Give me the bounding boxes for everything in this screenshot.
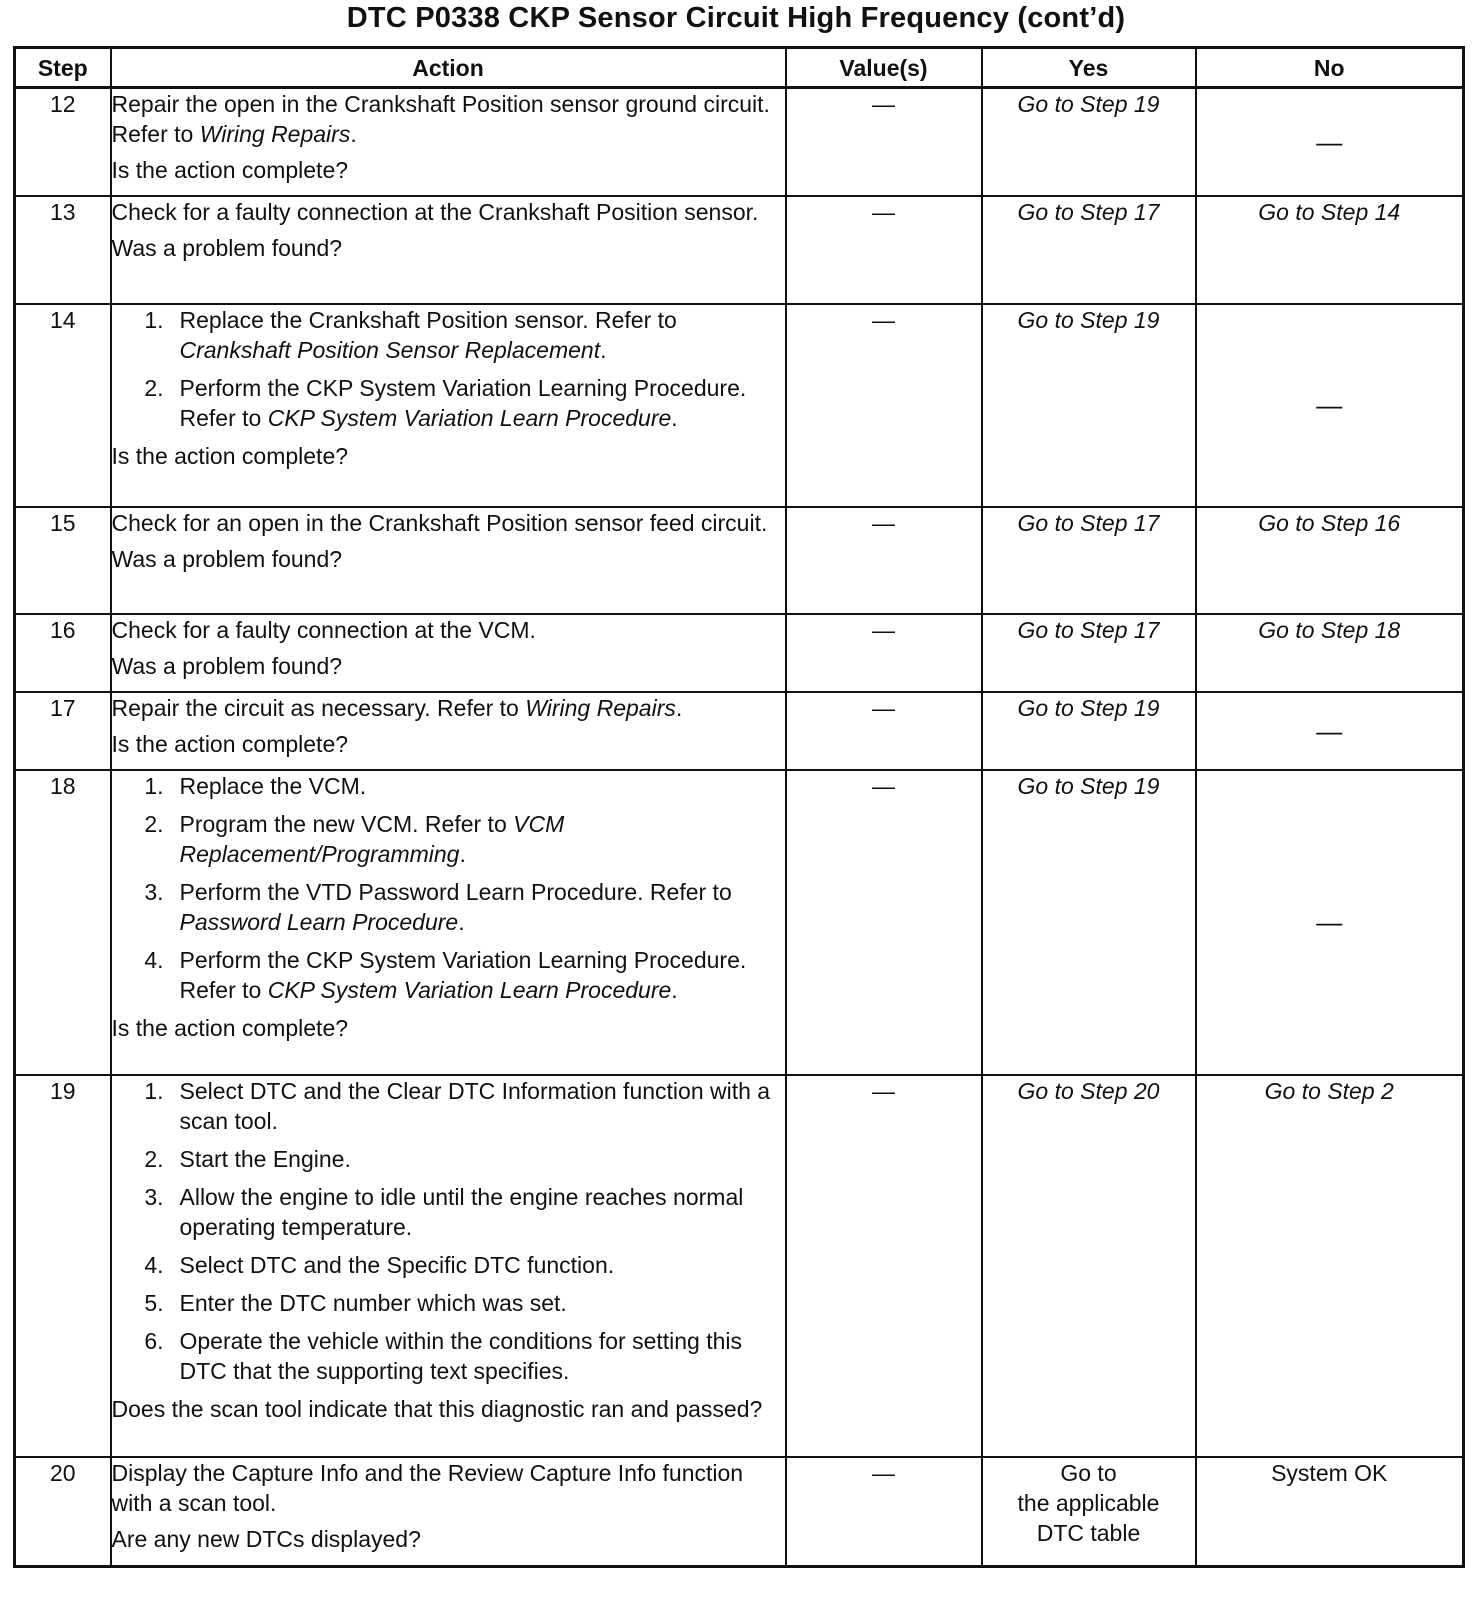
action-step-item bbox=[112, 373, 785, 433]
value-cell: — bbox=[786, 196, 982, 304]
no-cell: Go to Step 14 bbox=[1196, 196, 1464, 304]
action-step-number: 3. bbox=[144, 1183, 164, 1210]
action-text: Display the Capture Info and the Review Capture Info function with a scan tool. bbox=[111, 1459, 744, 1516]
action-paragraph bbox=[112, 508, 785, 538]
action-step-item bbox=[112, 877, 785, 937]
reference-link: CKP System Variation Learn Procedure bbox=[267, 404, 672, 431]
action-step-item bbox=[112, 1144, 785, 1174]
header-action: Action bbox=[111, 48, 786, 88]
yes-cell: Go to Step 19 bbox=[982, 692, 1196, 770]
action-step-text bbox=[180, 1326, 785, 1386]
value-cell: — bbox=[786, 692, 982, 770]
action-cell bbox=[111, 1457, 786, 1567]
step-number: 12 bbox=[15, 88, 111, 196]
table-header-row bbox=[15, 48, 1464, 88]
action-step-item bbox=[112, 771, 785, 801]
table-row bbox=[15, 614, 1464, 692]
table-row bbox=[15, 507, 1464, 614]
action-text: Select DTC and the Specific DTC function. bbox=[179, 1251, 615, 1278]
no-cell: Go to Step 16 bbox=[1196, 507, 1464, 614]
value-cell: — bbox=[786, 304, 982, 507]
table-body bbox=[15, 88, 1464, 1567]
step-number: 15 bbox=[15, 507, 111, 614]
action-step-text bbox=[180, 771, 785, 801]
table-row bbox=[15, 1457, 1464, 1567]
yes-cell bbox=[982, 1457, 1196, 1567]
action-question: Is the action complete? bbox=[111, 1014, 349, 1041]
action-text: Check for an open in the Crankshaft Position sensor feed circuit. bbox=[111, 509, 768, 536]
no-cell: Go to Step 2 bbox=[1196, 1075, 1464, 1457]
action-question: Was a problem found? bbox=[111, 234, 343, 261]
action-text: Allow the engine to idle until the engine reaches normal operating temperature. bbox=[179, 1183, 744, 1240]
reference-link: Crankshaft Position Sensor Replacement bbox=[179, 336, 601, 363]
action-text: Perform the CKP System Variation Learning Procedure. Refer to bbox=[179, 374, 747, 431]
header-no: No bbox=[1196, 48, 1464, 88]
yes-line: the applicable bbox=[1017, 1489, 1160, 1516]
step-number: 19 bbox=[15, 1075, 111, 1457]
step-number: 16 bbox=[15, 614, 111, 692]
reference-link: CKP System Variation Learn Procedure bbox=[267, 976, 672, 1003]
action-cell bbox=[111, 507, 786, 614]
action-step-text bbox=[180, 1076, 785, 1136]
table-row bbox=[15, 1075, 1464, 1457]
action-cell bbox=[111, 692, 786, 770]
action-paragraph bbox=[112, 615, 785, 645]
yes-cell: Go to Step 19 bbox=[982, 304, 1196, 507]
action-text: . bbox=[350, 121, 357, 147]
reference-link: Password Learn Procedure bbox=[179, 908, 459, 935]
action-text: Replace the VCM. bbox=[179, 772, 367, 799]
value-cell: — bbox=[786, 770, 982, 1075]
action-text: Select DTC and the Clear DTC Information function with a scan tool. bbox=[179, 1077, 771, 1134]
action-question: Are any new DTCs displayed? bbox=[111, 1525, 421, 1552]
reference-link: Wiring Repairs bbox=[199, 121, 351, 147]
action-question: Was a problem found? bbox=[111, 545, 343, 572]
action-step-number: 2. bbox=[144, 810, 164, 837]
action-step-text bbox=[180, 1182, 785, 1242]
action-text: . bbox=[458, 908, 465, 935]
header-values: Value(s) bbox=[786, 48, 982, 88]
header-yes: Yes bbox=[982, 48, 1196, 88]
header-step: Step bbox=[15, 48, 111, 88]
action-step-item bbox=[112, 1250, 785, 1280]
action-text: . bbox=[459, 840, 466, 867]
yes-line: DTC table bbox=[1036, 1519, 1141, 1546]
action-question: Is the action complete? bbox=[111, 157, 349, 183]
action-question: Does the scan tool indicate that this diagnostic ran and passed? bbox=[111, 1395, 763, 1422]
action-paragraph bbox=[112, 1458, 785, 1518]
no-cell: — bbox=[1196, 304, 1464, 507]
action-step-number: 2. bbox=[144, 1145, 164, 1172]
value-cell: — bbox=[786, 507, 982, 614]
step-number: 20 bbox=[15, 1457, 111, 1567]
action-steps-list bbox=[112, 305, 785, 433]
action-text: Check for a faulty connection at the Crankshaft Position sensor. bbox=[111, 198, 759, 225]
action-step-text bbox=[180, 1288, 785, 1318]
reference-link: Wiring Repairs bbox=[525, 694, 676, 721]
action-text: Repair the circuit as necessary. Refer to bbox=[111, 694, 526, 721]
action-step-number: 4. bbox=[144, 946, 164, 973]
no-cell: System OK bbox=[1196, 1457, 1464, 1567]
action-step-item bbox=[112, 1076, 785, 1136]
table-row bbox=[15, 196, 1464, 304]
yes-cell: Go to Step 17 bbox=[982, 507, 1196, 614]
action-cell bbox=[111, 196, 786, 304]
action-step-item bbox=[112, 1288, 785, 1318]
action-text: Start the Engine. bbox=[179, 1145, 351, 1172]
action-question: Is the action complete? bbox=[111, 442, 349, 469]
table-row bbox=[15, 692, 1464, 770]
action-question: Was a problem found? bbox=[111, 652, 343, 679]
action-text: . bbox=[671, 404, 678, 431]
action-step-text bbox=[180, 305, 785, 365]
action-paragraph bbox=[112, 89, 785, 149]
table-row bbox=[15, 304, 1464, 507]
step-number: 17 bbox=[15, 692, 111, 770]
no-cell: — bbox=[1196, 770, 1464, 1075]
action-cell bbox=[111, 770, 786, 1075]
no-cell: Go to Step 18 bbox=[1196, 614, 1464, 692]
action-step-number: 1. bbox=[144, 1077, 164, 1104]
action-text: Check for a faulty connection at the VCM. bbox=[111, 616, 536, 643]
action-step-number: 5. bbox=[144, 1289, 164, 1316]
action-cell bbox=[111, 614, 786, 692]
action-paragraph bbox=[112, 197, 785, 227]
no-cell: — bbox=[1196, 692, 1464, 770]
action-step-number: 4. bbox=[144, 1251, 164, 1278]
value-cell: — bbox=[786, 614, 982, 692]
action-text: Replace the Crankshaft Position sensor. Refer to bbox=[179, 306, 677, 333]
action-cell bbox=[111, 1075, 786, 1457]
page-title: DTC P0338 CKP Sensor Circuit High Frequency (cont’d) bbox=[346, 2, 1126, 34]
action-text: . bbox=[671, 976, 678, 1003]
action-text: . bbox=[675, 694, 683, 721]
diagnostic-table bbox=[13, 46, 1465, 1568]
value-cell: — bbox=[786, 88, 982, 196]
action-step-number: 2. bbox=[144, 374, 164, 401]
yes-cell: Go to Step 17 bbox=[982, 196, 1196, 304]
action-step-item bbox=[112, 1326, 785, 1386]
no-cell: — bbox=[1196, 88, 1464, 196]
action-text: Perform the VTD Password Learn Procedure. Refer to bbox=[179, 878, 732, 905]
action-steps-list bbox=[112, 771, 785, 1005]
action-text: . bbox=[600, 336, 607, 363]
action-step-item bbox=[112, 809, 785, 869]
reference-link: VCM Replacement/Programming bbox=[179, 810, 565, 867]
action-step-text bbox=[180, 945, 785, 1005]
table-row bbox=[15, 88, 1464, 196]
step-number: 18 bbox=[15, 770, 111, 1075]
table-row bbox=[15, 770, 1464, 1075]
action-step-text bbox=[180, 1250, 785, 1280]
action-step-text bbox=[180, 809, 785, 869]
action-text: Repair the open in the Crankshaft Position sensor ground circuit. Refer to bbox=[111, 91, 770, 147]
action-step-number: 1. bbox=[144, 306, 164, 333]
action-step-text bbox=[180, 877, 785, 937]
yes-cell: Go to Step 19 bbox=[982, 770, 1196, 1075]
action-steps-list bbox=[112, 1076, 785, 1386]
action-text: Enter the DTC number which was set. bbox=[179, 1289, 567, 1316]
yes-cell: Go to Step 17 bbox=[982, 614, 1196, 692]
action-step-text bbox=[180, 373, 785, 433]
action-step-item bbox=[112, 305, 785, 365]
action-step-number: 1. bbox=[144, 772, 164, 799]
action-paragraph bbox=[112, 693, 785, 723]
action-step-item bbox=[112, 945, 785, 1005]
action-question: Is the action complete? bbox=[111, 730, 349, 757]
action-text: Perform the CKP System Variation Learning Procedure. Refer to bbox=[179, 946, 747, 1003]
action-step-text bbox=[180, 1144, 785, 1174]
action-step-number: 6. bbox=[144, 1327, 164, 1354]
value-cell: — bbox=[786, 1457, 982, 1567]
step-number: 14 bbox=[15, 304, 111, 507]
action-cell bbox=[111, 304, 786, 507]
yes-cell: Go to Step 20 bbox=[982, 1075, 1196, 1457]
action-text: Program the new VCM. Refer to bbox=[179, 810, 514, 837]
yes-cell: Go to Step 19 bbox=[982, 88, 1196, 196]
step-number: 13 bbox=[15, 196, 111, 304]
action-text: Operate the vehicle within the conditions for setting this DTC that the supporting text specifies. bbox=[179, 1327, 743, 1384]
action-step-item bbox=[112, 1182, 785, 1242]
yes-line: Go to bbox=[1060, 1459, 1117, 1486]
value-cell: — bbox=[786, 1075, 982, 1457]
action-step-number: 3. bbox=[144, 878, 164, 905]
action-cell bbox=[111, 88, 786, 196]
